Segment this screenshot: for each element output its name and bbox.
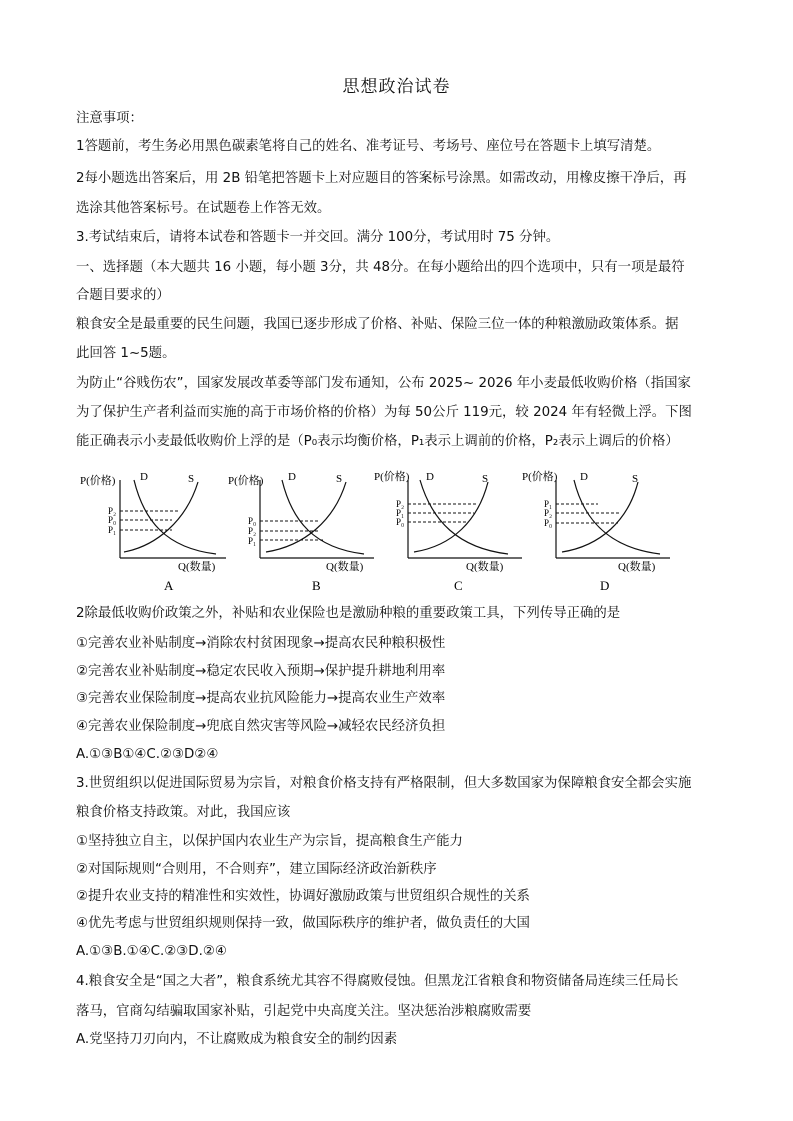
graph-a-level-2: P₀ xyxy=(108,515,117,525)
graph-a-y-label: P(价格) xyxy=(80,475,116,487)
q2-item-4: ④完善农业保险制度→兜底自然灾害等风险→减轻农民经济负担 xyxy=(76,719,446,734)
page-title: 思想政治试卷 xyxy=(342,77,451,97)
graph-a-x-label: Q(数量) xyxy=(178,561,216,573)
graph-d-y-label: P(价格) xyxy=(522,471,558,483)
graph-c-level-3: P₀ xyxy=(396,517,405,527)
graph-d xyxy=(520,466,670,596)
graph-b-level-1: P₀ xyxy=(248,516,257,526)
graph-b-supply-label: S xyxy=(336,473,343,485)
q4-option-a: A.党坚持刀刃向内，不让腐败成为粮食安全的制约因素 xyxy=(76,1032,398,1047)
graph-b-level-3: P₁ xyxy=(248,536,257,546)
graph-c-demand-label: D xyxy=(426,471,434,483)
graph-b-y-label: P(价格) xyxy=(228,475,264,487)
q1-line-3: 能正确表示小麦最低收购价上浮的是（P₀表示均衡价格，P₁表示上调前的价格，P₂表示上调后的价格） xyxy=(76,434,679,449)
q3-stem-1: 3.世贸组织以促进国际贸易为宗旨，对粮食价格支持有严格限制，但大多数国家为保障粮食安全都会实施 xyxy=(76,776,692,791)
section-heading-2: 合题目要求的） xyxy=(76,288,170,303)
graph-c xyxy=(372,466,522,596)
q3-item-3: ②提升农业支持的精准性和实效性，协调好激励政策与世贸组织合规性的关系 xyxy=(76,889,530,904)
q4-stem-1: 4.粮食安全是“国之大者”，粮食系统尤其容不得腐败侵蚀。但黑龙江省粮食和物资储备局连续三任局长 xyxy=(76,974,679,989)
graph-b-x-label: Q(数量) xyxy=(326,561,364,573)
q1-graphs xyxy=(76,466,696,596)
q4-stem-2: 落马，官商勾结骗取国家补贴，引起党中央高度关注。坚决惩治涉粮腐败需要 xyxy=(76,1004,532,1019)
q3-stem-2: 粮食价格支持政策。对此，我国应该 xyxy=(76,805,291,820)
q3-options: A.①③B.①④C.②③D.②④ xyxy=(76,944,227,959)
q3-item-2: ②对国际规则“合则用，不合则弃”，建立国际经济政治新秩序 xyxy=(76,862,437,877)
notice-heading: 注意事项： xyxy=(76,111,143,126)
q2-item-3: ③完善农业保险制度→提高农业抗风险能力→提高农业生产效率 xyxy=(76,691,446,706)
q2-item-2: ②完善农业补贴制度→稳定农民收入预期→保护提升耕地利用率 xyxy=(76,664,446,679)
q2-stem: 2除最低收购价政策之外，补贴和农业保险也是激励种粮的重要政策工具，下列传导正确的是 xyxy=(76,606,621,621)
graph-b-demand-label: D xyxy=(288,471,296,483)
notice-line-3: 选涂其他答案标号。在试题卷上作答无效。 xyxy=(76,201,331,216)
graph-b-option: B xyxy=(312,578,321,593)
graph-b xyxy=(224,466,374,596)
q2-item-1: ①完善农业补贴制度→消除农村贫困现象→提高农民种粮积极性 xyxy=(76,636,446,651)
graph-d-level-1: P₁ xyxy=(544,499,553,509)
graph-c-level-2: P₁ xyxy=(396,508,405,518)
graph-d-x-label: Q(数量) xyxy=(618,561,656,573)
q2-options: A.①③B①④C.②③D②④ xyxy=(76,747,219,762)
graph-d-supply-label: S xyxy=(632,473,639,485)
notice-line-1: 1答题前，考生务必用黑色碳素笔将自己的姓名、准考证号、考场号、座位号在答题卡上填写清楚。 xyxy=(76,139,661,154)
graph-c-level-1: P₂ xyxy=(396,499,405,509)
graph-d-level-3: P₀ xyxy=(544,518,553,528)
graph-c-supply-label: S xyxy=(482,473,489,485)
graph-c-y-label: P(价格) xyxy=(374,471,410,483)
graph-a-level-1: P₂ xyxy=(108,506,117,516)
graph-a-demand-label: D xyxy=(140,471,148,483)
graph-a-level-3: P₁ xyxy=(108,525,117,535)
graph-c-x-label: Q(数量) xyxy=(466,561,504,573)
q3-item-4: ④优先考虑与世贸组织规则保持一致，做国际秩序的维护者，做负责任的大国 xyxy=(76,916,530,931)
q1-line-2: 为了保护生产者利益而实施的高于市场价格的价格）为每 50公斤 119元，较 2024 年有轻微上浮。下图 xyxy=(76,405,692,420)
graph-d-level-2: P₂ xyxy=(544,508,553,518)
notice-line-2: 2每小题选出答案后，用 2B 铅笔把答题卡上对应题目的答案标号涂黑。如需改动，用橡皮擦干净后，再 xyxy=(76,171,687,186)
graph-a-supply-label: S xyxy=(188,473,195,485)
q1-line-1: 为防止“谷贱伤农”，国家发展改革委等部门发布通知，公布 2025~ 2026 年小麦最低收购价格（指国家 xyxy=(76,376,691,391)
graph-b-level-2: P₂ xyxy=(248,526,257,536)
graph-a-option: A xyxy=(164,578,174,593)
graph-a xyxy=(76,466,226,596)
section-heading-1: 一、选择题（本大题共 16 小题，每小题 3分，共 48分。在每小题给出的四个选项中，只有一项是最符 xyxy=(76,260,685,275)
graph-c-option: C xyxy=(454,578,463,593)
notice-line-4: 3.考试结束后，请将本试卷和答题卡一并交回。满分 100分，考试用时 75 分钟。 xyxy=(76,230,560,245)
intro-line-2: 此回答 1~5题。 xyxy=(76,346,176,361)
intro-line-1: 粮食安全是最重要的民生问题，我国已逐步形成了价格、补贴、保险三位一体的种粮激励政策体系。据 xyxy=(76,317,679,332)
q3-item-1: ①坚持独立自主，以保护国内农业生产为宗旨，提高粮食生产能力 xyxy=(76,834,463,849)
graph-d-option: D xyxy=(600,578,610,593)
graph-d-demand-label: D xyxy=(580,471,588,483)
